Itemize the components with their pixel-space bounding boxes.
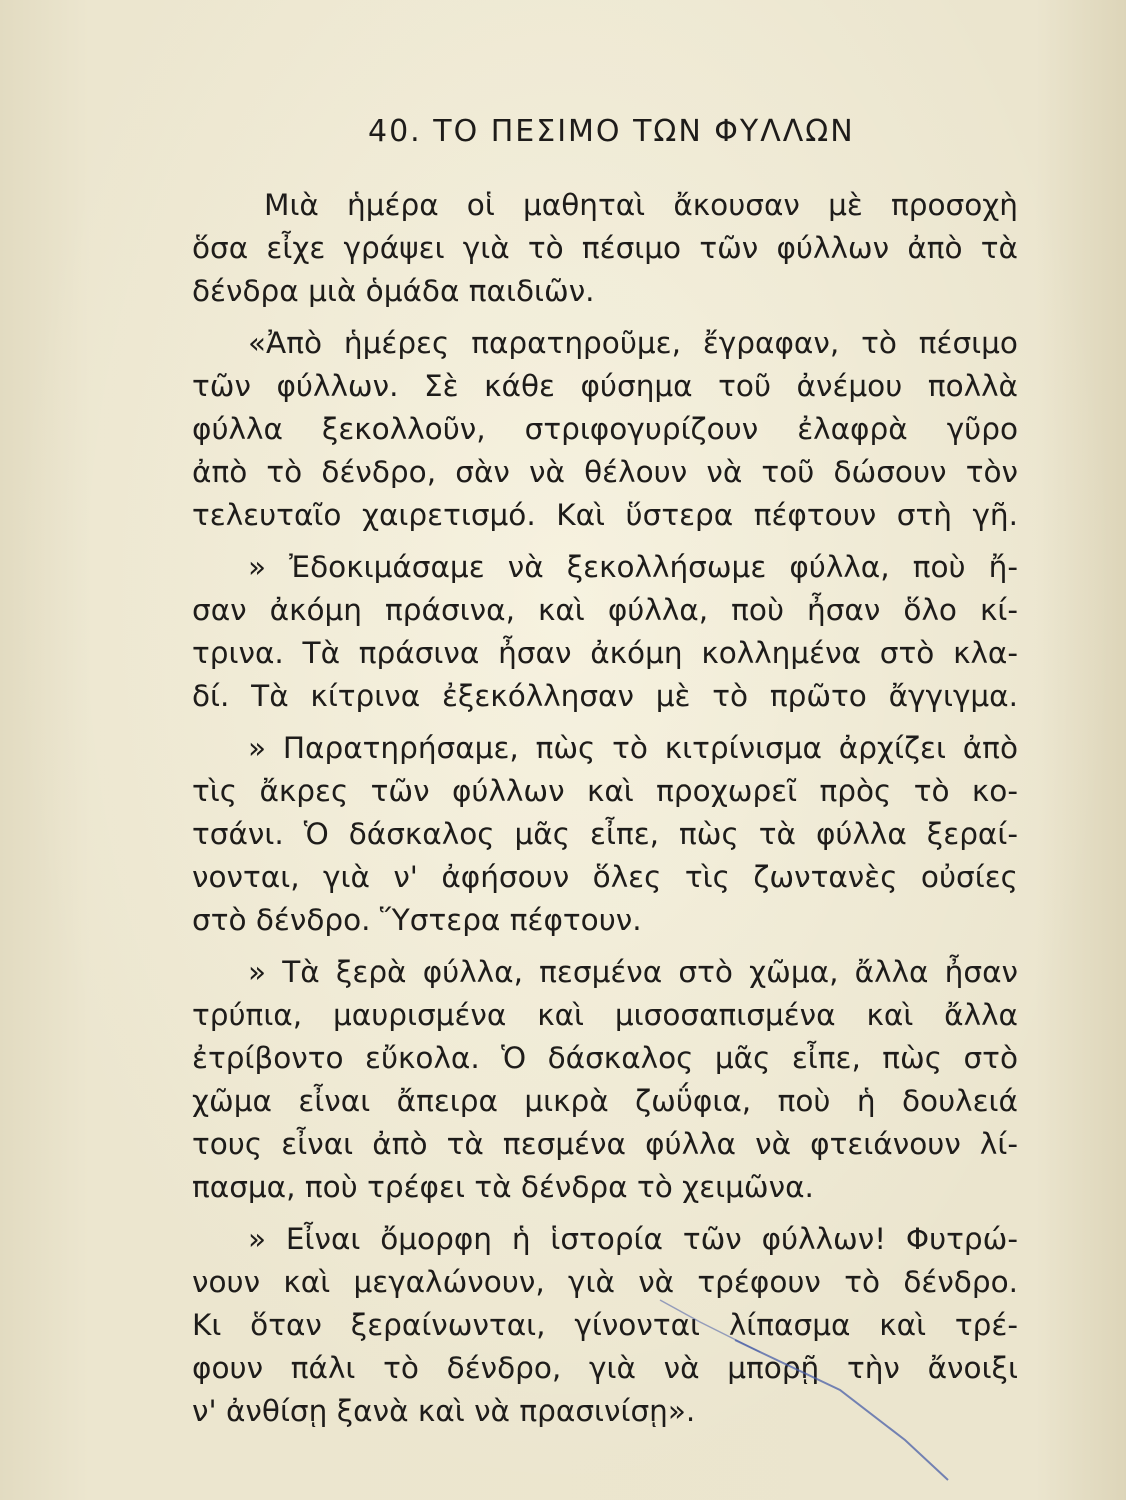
text-line: » Παρατηρήσαμε, πὼς τὸ κιτρίνισμα ἀρχίζει ἀπὸ: [248, 731, 1018, 765]
text-line: ἀπὸ τὸ δένδρο, σὰν νὰ θέλουν νὰ τοῦ δώσουν τὸν: [192, 455, 1018, 489]
paragraph-1: [192, 184, 1018, 313]
page-title: 40. ΤΟ ΠΕΣΙΜΟ ΤΩΝ ΦΥΛΛΩΝ: [368, 114, 855, 149]
text-line: τρύπια, μαυρισμένα καὶ μισοσαπισμένα καὶ ἄλλα: [192, 998, 1018, 1032]
text-line: χῶμα εἶναι ἄπειρα μικρὰ ζωΰφια, ποὺ ἡ δουλειά: [192, 1084, 1018, 1118]
text-line: πασμα, ποὺ τρέφει τὰ δένδρα τὸ χειμῶνα.: [192, 1170, 814, 1204]
text-line: » Εἶναι ὄμορφη ἡ ἱστορία τῶν φύλλων! Φυτρώ-: [248, 1222, 1018, 1256]
text-line: ἐτρίβοντο εὔκολα. Ὁ δάσκαλος μᾶς εἶπε, πὼς στὸ: [192, 1041, 1018, 1075]
text-line: » Τὰ ξερὰ φύλλα, πεσμένα στὸ χῶμα, ἄλλα ἦσαν: [248, 955, 1018, 989]
paragraph-5: [192, 951, 1018, 1209]
text-line: τρινα. Τὰ πράσινα ἦσαν ἀκόμη κολλημένα στὸ κλα-: [192, 636, 1018, 670]
paragraph-4: [192, 727, 1018, 942]
paragraph-6: [192, 1218, 1018, 1433]
text-line: τους εἶναι ἀπὸ τὰ πεσμένα φύλλα νὰ φτειάνουν λί-: [192, 1127, 1018, 1161]
text-line: τσάνι. Ὁ δάσκαλος μᾶς εἶπε, πὼς τὰ φύλλα ξεραί-: [192, 817, 1018, 851]
text-line: » Ἐδοκιμάσαμε νὰ ξεκολλήσωμε φύλλα, ποὺ ἤ-: [248, 550, 1018, 584]
paragraph-2: [192, 322, 1018, 537]
text-line: σαν ἀκόμη πράσινα, καὶ φύλλα, ποὺ ἦσαν ὅλο κί-: [192, 593, 1018, 627]
text-line: νουν καὶ μεγαλώνουν, γιὰ νὰ τρέφουν τὸ δένδρο.: [192, 1265, 1018, 1299]
text-line: τὶς ἄκρες τῶν φύλλων καὶ προχωρεῖ πρὸς τὸ κο-: [192, 774, 1018, 808]
text-line: τῶν φύλλων. Σὲ κάθε φύσημα τοῦ ἀνέμου πολλὰ: [192, 369, 1018, 403]
text-line: ν' ἀνθίσῃ ξανὰ καὶ νὰ πρασινίσῃ».: [192, 1394, 696, 1428]
text-line: Μιὰ ἡμέρα οἱ μαθηταὶ ἄκουσαν μὲ προσοχὴ: [264, 188, 1018, 222]
paragraph-3: [192, 546, 1018, 718]
text-line: δένδρα μιὰ ὁμάδα παιδιῶν.: [192, 274, 595, 308]
text-line: δί. Τὰ κίτρινα ἐξεκόλλησαν μὲ τὸ πρῶτο ἄγγιγμα.: [192, 679, 1018, 713]
text-line: τελευταῖο χαιρετισμό. Καὶ ὕστερα πέφτουν στὴ γῆ.: [192, 498, 1018, 532]
text-line: φουν πάλι τὸ δένδρο, γιὰ νὰ μπορῇ τὴν ἄνοιξι: [192, 1351, 1018, 1385]
text-line: φύλλα ξεκολλοῦν, στριφογυρίζουν ἐλαφρὰ γῦρο: [192, 412, 1018, 446]
body-text: [192, 184, 1018, 1442]
text-line: Κι ὅταν ξεραίνωνται, γίνονται λίπασμα καὶ τρέ-: [192, 1308, 1018, 1342]
text-line: στὸ δένδρο. Ὕστερα πέφτουν.: [192, 903, 642, 937]
text-line: νονται, γιὰ ν' ἀφήσουν ὅλες τὶς ζωντανὲς οὐσίες: [192, 860, 1018, 894]
text-line: «Ἀπὸ ἡμέρες παρατηροῦμε, ἔγραφαν, τὸ πέσιμο: [248, 326, 1018, 360]
text-line: ὅσα εἶχε γράψει γιὰ τὸ πέσιμο τῶν φύλλων ἀπὸ τὰ: [192, 231, 1018, 265]
